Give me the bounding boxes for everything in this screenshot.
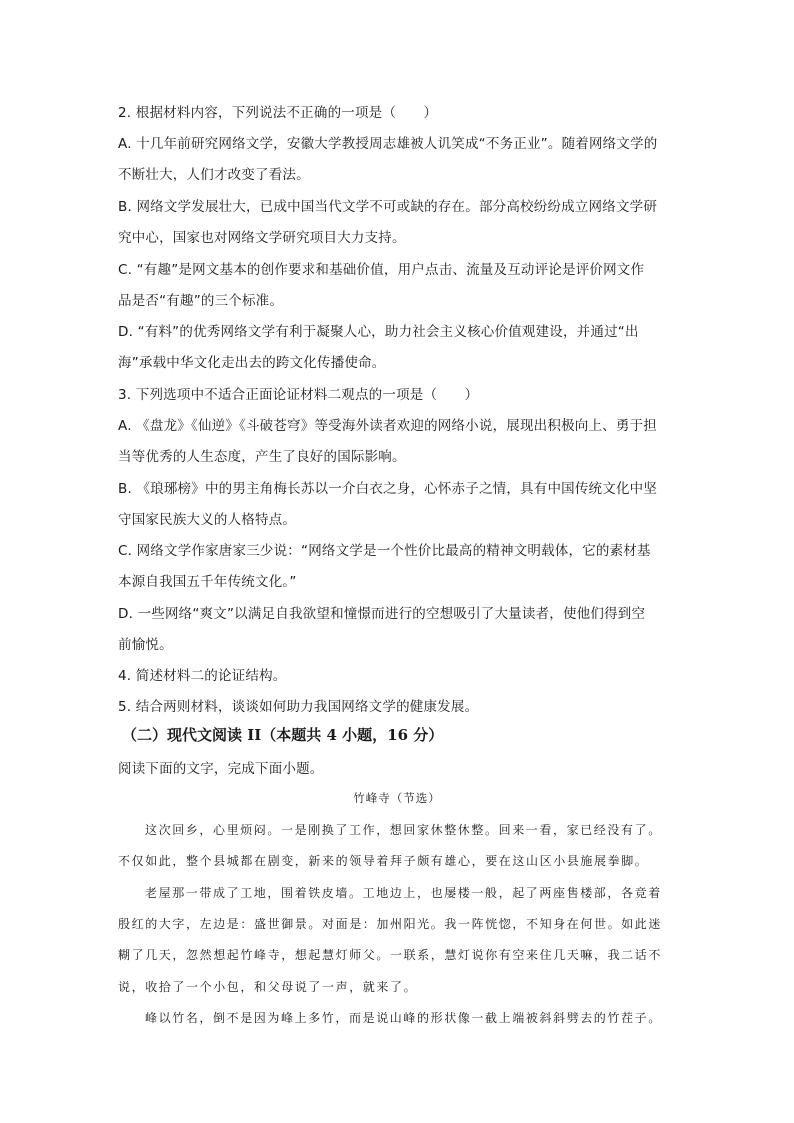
question-3-option-d: D. 一些网络“爽文”以满足自我欲望和憧憬而进行的空想吸引了大量读者，使他们得到空 bbox=[118, 606, 646, 622]
question-2-option-a: A. 十几年前研究网络文学，安徽大学教授周志雄被人讥笑成“不务正业”。随着网络文学的 bbox=[118, 136, 658, 152]
question-2-option-b: B. 网络文学发展壮大，已成中国当代文学不可或缺的存在。部分高校纷纷成立网络文学研 bbox=[118, 199, 658, 215]
story-title: 竹峰寺（节选） bbox=[353, 791, 441, 805]
question-2-option-c: C. “有趣”是网文基本的创作要求和基础价值，用户点击、流量及互动评论是评价网文作 bbox=[118, 262, 645, 278]
question-2-option-d: D. “有料”的优秀网络文学有利于凝聚人心，助力社会主义核心价值观建设，并通过“出 bbox=[118, 324, 639, 340]
question-2-option-b-cont: 究中心，国家也对网络文学研究项目大力支持。 bbox=[118, 230, 406, 246]
question-3-option-b-cont: 守国家民族大义的人格特点。 bbox=[118, 512, 297, 528]
story-paragraph-1-line-2: 不仅如此，整个县城都在剧变，新来的领导着拜子颇有雄心，要在这山区小县施展拳脚。 bbox=[118, 854, 649, 868]
question-3-option-b: B. 《琅琊榜》中的男主角梅长苏以一介白衣之身，心怀赤子之情，具有中国传统文化中坚 bbox=[118, 481, 658, 497]
question-3-option-c: C. 网络文学作家唐家三少说：“网络文学是一个性价比最高的精神文明载体，它的素材基 bbox=[118, 543, 651, 559]
question-4: 4. 简述材料二的论证结构。 bbox=[118, 668, 287, 684]
question-3-option-c-cont: 本源自我国五千年传统文化。” bbox=[118, 574, 297, 590]
question-3-stem: 3. 下列选项中不适合正面论证材料二观点的一项是（ ） bbox=[118, 387, 479, 403]
question-3-option-a: A. 《盘龙》《仙逆》《斗破苍穹》等受海外读者欢迎的网络小说，展现出积极向上、勇于担 bbox=[118, 418, 657, 434]
story-paragraph-3-line-1: 峰以竹名，倒不是因为峰上多竹，而是说山峰的形状像一截上端被斜斜劈去的竹茬子。 bbox=[145, 1011, 662, 1025]
question-2-option-c-cont: 品是否“有趣”的三个标准。 bbox=[118, 293, 284, 309]
question-3-option-d-cont: 前愉悦。 bbox=[118, 637, 173, 653]
question-2-stem: 2. 根据材料内容，下列说法不正确的一项是（ ） bbox=[118, 105, 438, 121]
question-5: 5. 结合两则材料，谈谈如何助力我国网络文学的健康发展。 bbox=[118, 699, 479, 715]
story-paragraph-2-line-1: 老屋那一带成了工地，围着铁皮墙。工地边上，也屡楼一般，起了两座售楼部，各竞着 bbox=[145, 886, 662, 900]
story-paragraph-2-line-4: 说，收拾了一个小包，和父母说了一声，就来了。 bbox=[118, 980, 418, 994]
question-2-option-a-cont: 不断壮大，人们才改变了看法。 bbox=[118, 167, 310, 183]
question-2-option-d-cont: 海”承载中华文化走出去的跨文化传播使命。 bbox=[118, 355, 386, 371]
story-paragraph-1-line-1: 这次回乡，心里烦闷。一是刚换了工作，想回家休整休整。回来一看，家已经没有了。 bbox=[145, 823, 662, 837]
story-paragraph-2-line-3: 糊了几天，忽然想起竹峰寺，想起慧灯师父。一联系，慧灯说你有空来住几天嘛，我二话不 bbox=[118, 948, 663, 962]
section-heading: （二）现代文阅读 II（本题共 4 小题，16 分） bbox=[122, 726, 444, 744]
question-3-option-a-cont: 当等优秀的人生态度，产生了良好的国际影响。 bbox=[118, 449, 406, 465]
story-paragraph-2-line-2: 殷红的大字，左边是：盛世御景。对面是：加州阳光。我一阵恍惚，不知身在何世。如此迷 bbox=[118, 917, 663, 931]
section-instruction: 阅读下面的文字，完成下面小题。 bbox=[118, 761, 324, 777]
